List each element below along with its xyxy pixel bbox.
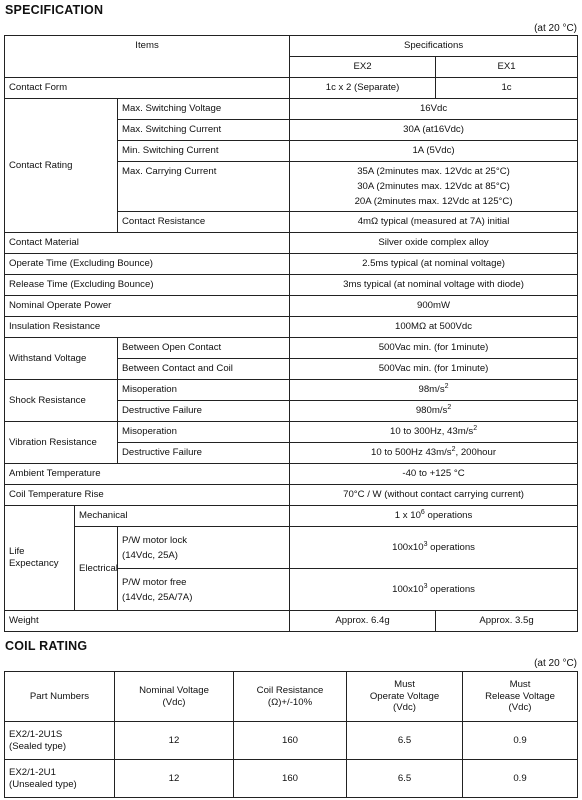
weight-ex1: Approx. 3.5g xyxy=(436,611,578,632)
contact-form-row xyxy=(5,78,578,99)
release-time-value: 3ms typical (at nominal voltage with diode) xyxy=(290,275,578,296)
vibration-destructive-label: Destructive Failure xyxy=(118,443,290,464)
must-operate-cell: 6.5 xyxy=(347,722,463,760)
vibration-misoperation-row xyxy=(5,422,578,443)
part-number-cell: EX2/1-2U1S (Sealed type) xyxy=(5,722,115,760)
life-expectancy-label: Life Expectancy xyxy=(5,506,75,611)
contact-form-ex1: 1c xyxy=(436,78,578,99)
life-mechanical-row xyxy=(5,506,578,527)
life-electrical-label: Electrical xyxy=(75,527,118,611)
contact-material-value: Silver oxide complex alloy xyxy=(290,233,578,254)
coil-resistance-cell: 160 xyxy=(234,722,347,760)
life-mechanical-label: Mechanical xyxy=(75,506,290,527)
weight-ex2: Approx. 6.4g xyxy=(290,611,436,632)
coil-resistance-cell: 160 xyxy=(234,760,347,798)
release-time-row xyxy=(5,275,578,296)
ambient-temperature-value: -40 to +125 °C xyxy=(290,464,578,485)
withstand-open-value: 500Vac min. (for 1minute) xyxy=(290,338,578,359)
motor-free-label: P/W motor free (14Vdc, 25A/7A) xyxy=(118,569,290,611)
must-release-header: Must Release Voltage (Vdc) xyxy=(463,672,578,722)
shock-misoperation-label: Misoperation xyxy=(118,380,290,401)
contact-resistance-label: Contact Resistance xyxy=(118,212,290,233)
life-electrical-lock-row xyxy=(5,527,578,569)
vibration-destructive-value: 10 to 500Hz $43m/s^2$, 200hour xyxy=(290,443,578,464)
withstand-voltage-label: Withstand Voltage xyxy=(5,338,118,380)
coil-header-row xyxy=(5,672,578,722)
must-operate-header: Must Operate Voltage (Vdc) xyxy=(347,672,463,722)
contact-form-ex2: 1c x 2 (Separate) xyxy=(290,78,436,99)
coil-rating-title: COIL RATING xyxy=(5,639,88,653)
withstand-coil-label: Between Contact and Coil xyxy=(118,359,290,380)
spec-header-row xyxy=(5,36,578,57)
nominal-power-value: 900mW xyxy=(290,296,578,317)
shock-misoperation-row xyxy=(5,380,578,401)
life-mechanical-value: 1 x $10^6$ operations xyxy=(290,506,578,527)
nominal-voltage-cell: 12 xyxy=(115,760,234,798)
table-row xyxy=(5,760,578,798)
max-switching-voltage-row xyxy=(5,99,578,120)
coil-rating-table xyxy=(4,671,578,798)
insulation-label: Insulation Resistance xyxy=(5,317,290,338)
release-time-label: Release Time (Excluding Bounce) xyxy=(5,275,290,296)
carrying-current-25c: 35A (2minutes max. 12Vdc at 25°C) xyxy=(357,166,510,177)
max-switching-voltage-value: 16Vdc xyxy=(290,99,578,120)
table-row xyxy=(5,722,578,760)
carrying-current-85c: 30A (2minutes max. 12Vdc at 85°C) xyxy=(357,181,510,192)
coil-resistance-header: Coil Resistance (Ω)+/-10% xyxy=(234,672,347,722)
motor-free-value: $100x10^3$ operations xyxy=(290,569,578,611)
spec-temperature-note: (at 20 °C) xyxy=(534,23,577,34)
insulation-value: 100MΩ at 500Vdc xyxy=(290,317,578,338)
coil-temperature-note: (at 20 °C) xyxy=(534,658,577,669)
shock-destructive-value: $980m/s^2$ xyxy=(290,401,578,422)
vibration-misoperation-label: Misoperation xyxy=(118,422,290,443)
part-number-cell: EX2/1-2U1 (Unsealed type) xyxy=(5,760,115,798)
contact-resistance-value: 4mΩ typical (measured at 7A) initial xyxy=(290,212,578,233)
nominal-power-row xyxy=(5,296,578,317)
min-switching-current-label: Min. Switching Current xyxy=(118,141,290,162)
contact-material-row xyxy=(5,233,578,254)
specification-title: SPECIFICATION xyxy=(5,3,104,17)
withstand-open-row xyxy=(5,338,578,359)
carrying-current-125c: 20A (2minutes max. 12Vdc at 125°C) xyxy=(354,196,513,207)
motor-lock-label: P/W motor lock (14Vdc, 25A) xyxy=(118,527,290,569)
ambient-temperature-row xyxy=(5,464,578,485)
specifications-header: Specifications xyxy=(290,36,578,57)
ex1-header: EX1 xyxy=(436,57,578,78)
withstand-coil-value: 500Vac min. (for 1minute) xyxy=(290,359,578,380)
shock-destructive-label: Destructive Failure xyxy=(118,401,290,422)
vibration-misoperation-value: 10 to 300Hz, $43m/s^2$ xyxy=(290,422,578,443)
contact-form-label: Contact Form xyxy=(5,78,290,99)
max-carrying-current-label: Max. Carrying Current xyxy=(118,162,290,212)
part-numbers-header: Part Numbers xyxy=(5,672,115,722)
coil-temperature-rise-row xyxy=(5,485,578,506)
items-header: Items xyxy=(5,36,290,78)
weight-label: Weight xyxy=(5,611,290,632)
insulation-row xyxy=(5,317,578,338)
coil-temperature-rise-label: Coil Temperature Rise xyxy=(5,485,290,506)
vibration-resistance-label: Vibration Resistance xyxy=(5,422,118,464)
operate-time-label: Operate Time (Excluding Bounce) xyxy=(5,254,290,275)
shock-misoperation-value: $98m/s^2$ xyxy=(290,380,578,401)
nominal-power-label: Nominal Operate Power xyxy=(5,296,290,317)
nominal-voltage-cell: 12 xyxy=(115,722,234,760)
max-switching-voltage-label: Max. Switching Voltage xyxy=(118,99,290,120)
ambient-temperature-label: Ambient Temperature xyxy=(5,464,290,485)
min-switching-current-value: 1A (5Vdc) xyxy=(290,141,578,162)
shock-resistance-label: Shock Resistance xyxy=(5,380,118,422)
weight-row xyxy=(5,611,578,632)
max-switching-current-value: 30A (at16Vdc) xyxy=(290,120,578,141)
nominal-voltage-header: Nominal Voltage (Vdc) xyxy=(115,672,234,722)
max-switching-current-label: Max. Switching Current xyxy=(118,120,290,141)
motor-lock-value: $100x10^3$ operations xyxy=(290,527,578,569)
must-operate-cell: 6.5 xyxy=(347,760,463,798)
operate-time-row xyxy=(5,254,578,275)
must-release-cell: 0.9 xyxy=(463,760,578,798)
contact-material-label: Contact Material xyxy=(5,233,290,254)
contact-rating-label: Contact Rating xyxy=(5,99,118,233)
ex2-header: EX2 xyxy=(290,57,436,78)
operate-time-value: 2.5ms typical (at nominal voltage) xyxy=(290,254,578,275)
coil-temperature-rise-value: 70°C / W (without contact carrying current) xyxy=(290,485,578,506)
withstand-open-label: Between Open Contact xyxy=(118,338,290,359)
max-carrying-current-values xyxy=(290,162,578,212)
must-release-cell: 0.9 xyxy=(463,722,578,760)
specification-table xyxy=(4,35,578,632)
